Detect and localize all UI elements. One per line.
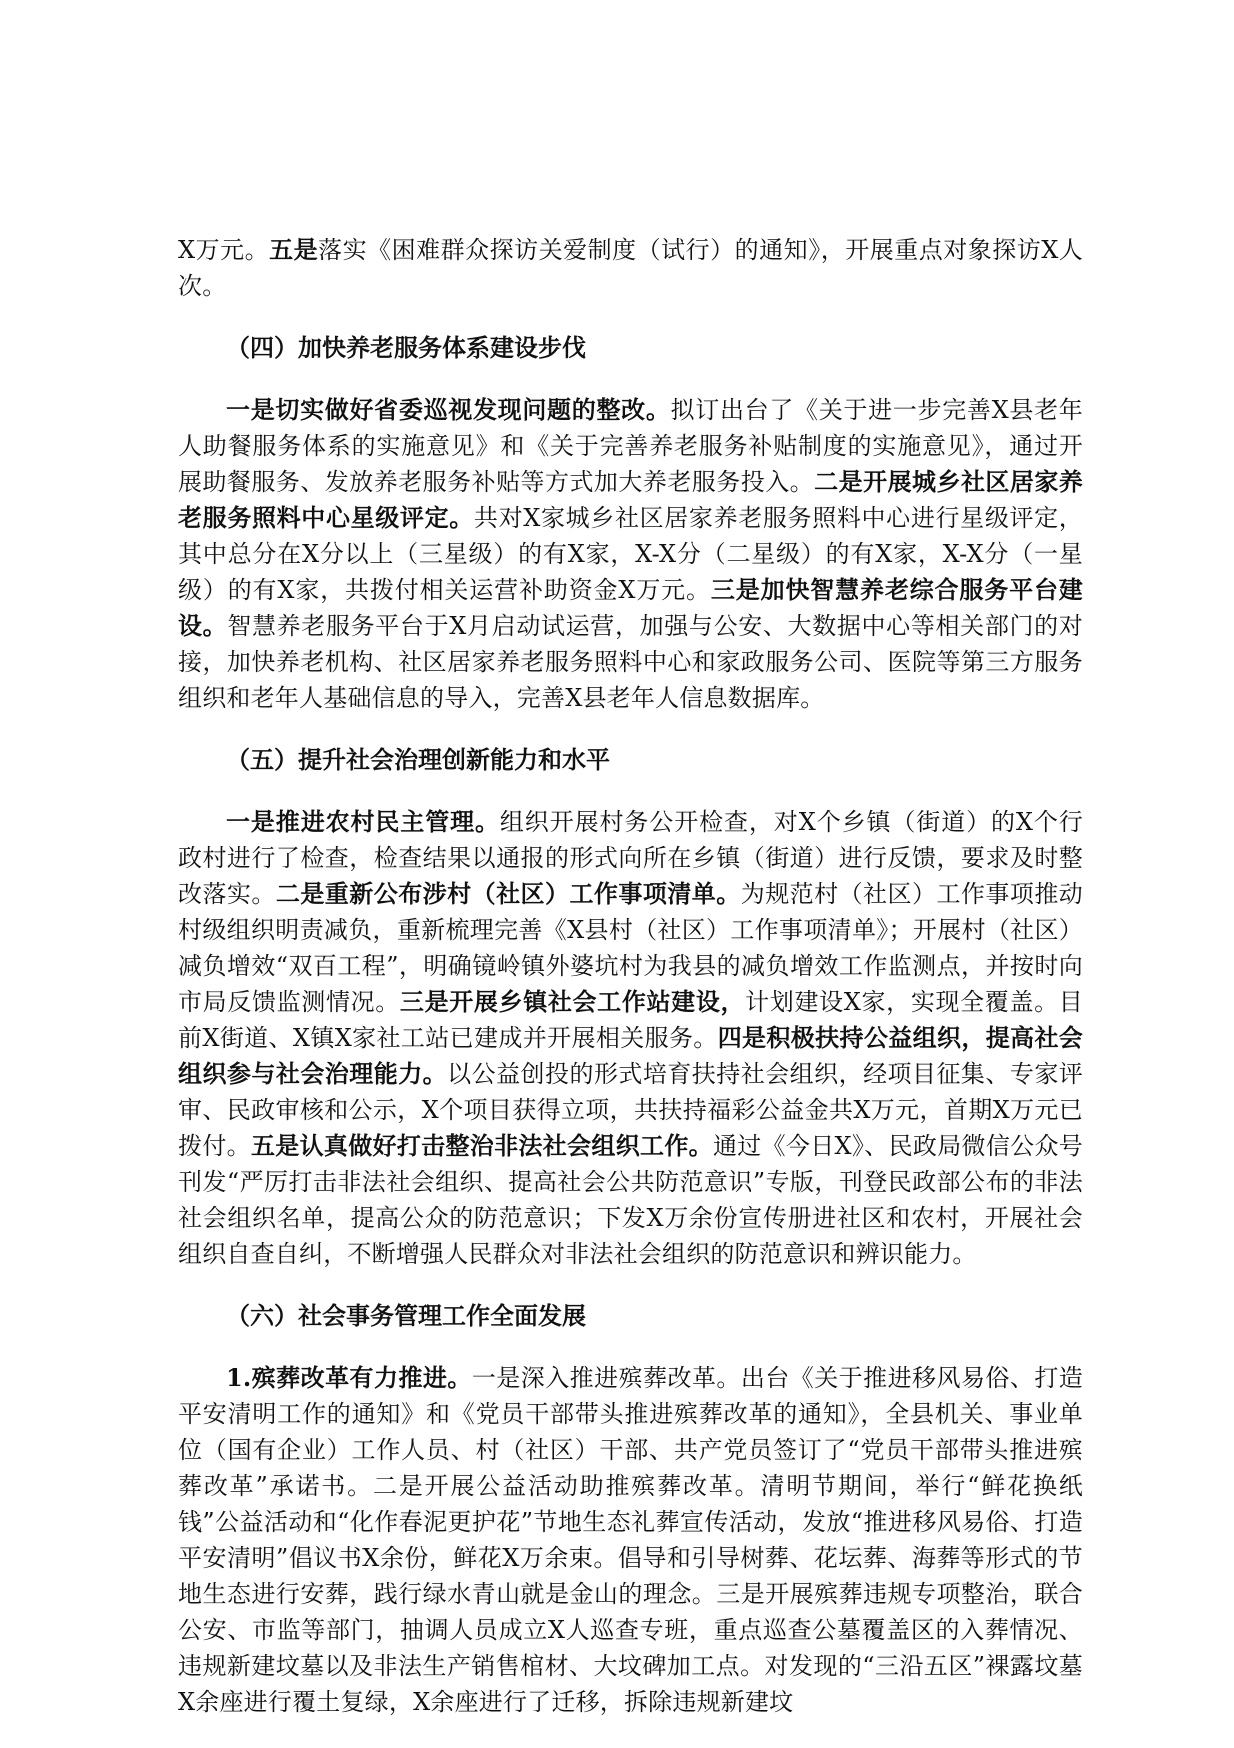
text-run: 通过《今日X》、民政局微信公众号刊发“严厉打击非法社会组织、提高社会公共防范意识”专版，刊登民政部公布的非法社会组织名单，提高公众的防范意识；下发X万余份宣传册进社区和农村，开展社会组织自查自纠，不断增强人民群众对非法社会组织的防范意识和辨识能力。 (178, 1132, 1083, 1268)
bold-lead: 三是加快智慧养老综合服务平台建设。 (178, 575, 1083, 640)
section-heading-4: （四）加快养老服务体系建设步伐 (226, 333, 586, 362)
bold-lead: 二是开展城乡社区居家养老服务照料中心星级评定。 (178, 467, 1084, 532)
bold-lead: 1.殡葬改革有力推进。 (226, 1363, 472, 1392)
paragraph-continuation (178, 232, 1083, 304)
text-run: 拟订出台了《关于进一步完善X县老年人助餐服务体系的实施意见》和《关于完善养老服务补贴制度的实施意见》，通过开展助餐服务、发放养老服务补贴等方式加大养老服务投入。 (178, 396, 1083, 496)
bold-lead: 一是切实做好省委巡视发现问题的整改。 (226, 395, 671, 424)
section-heading-6: （六）社会事务管理工作全面发展 (226, 1301, 586, 1330)
text-run: 共对X家城乡社区居家养老服务照料中心进行星级评定，其中总分在X分以上（三星级）的有X家，X-X分（二星级）的有X家，X-X分（一星级）的有X家，共拨付相关运营补助资金X万元。 (178, 504, 1083, 604)
text-run: 计划建设X家，实现全覆盖。目前X街道、X镇X家社工站已建成并开展相关服务。 (178, 988, 1083, 1052)
text-run: 落实《困难群众探访关爱制度（试行）的通知》，开展重点对象探访X人次。 (178, 236, 1084, 300)
paragraph-section-6 (178, 1360, 1083, 1720)
text-run: 一是深入推进殡葬改革。出台《关于推进移风易俗、打造平安清明工作的通知》和《党员干部带头推进殡葬改革的通知》，全县机关、事业单位（国有企业）工作人员、村（社区）干部、共产党员签订了“党员干部带头推进殡葬改革”承诺书。二是开展公益活动助推殡葬改革。清明节期间，举行“鲜花换纸钱”公益活动和“化作春泥更护花”节地生态礼葬宣传活动，发放“推进移风易俗、打造平安清明”倡议书X余份，鲜花X万余束。倡导和引导树葬、花坛葬、海葬等形式的节地生态进行安葬，践行绿水青山就是金山的理念。三是开展殡葬违规专项整治，联合公安、市监等部门，抽调人员成立X人巡查专班，重点巡查公墓覆盖区的入葬情况、违规新建坟墓以及非法生产销售棺材、大坟碑加工点。对发现的“三沿五区”裸露坟墓X余座进行覆土复绿，X余座进行了迁移，拆除违规新建坟 (178, 1364, 1083, 1716)
bold-lead: 二是重新公布涉村（社区）工作事项清单。 (275, 879, 741, 908)
bold-lead: 五是认真做好打击整治非法社会组织工作。 (250, 1131, 713, 1160)
text-run: X万元。 (178, 236, 270, 264)
bold-lead: 五是 (269, 235, 319, 264)
section-heading-5: （五）提升社会治理创新能力和水平 (226, 745, 610, 774)
bold-lead: 四是积极扶持公益组织，提高社会组织参与社会治理能力。 (178, 1023, 1084, 1088)
paragraph-section-5 (178, 804, 1083, 1272)
document-page (178, 232, 1083, 1720)
text-run: 智慧养老服务平台于X月启动试运营，加强与公安、大数据中心等相关部门的对接，加快养老机构、社区居家养老服务照料中心和家政服务公司、医院等第三方服务组织和老年人基础信息的导入，完善X县老年人信息数据库。 (178, 612, 1083, 712)
text-run: 为规范村（社区）工作事项推动村级组织明责减负，重新梳理完善《X县村（社区）工作事项清单》；开展村（社区）减负增效“双百工程”，明确镜岭镇外婆坑村为我县的减负增效工作监测点，并按时向市局反馈监测情况。 (178, 880, 1083, 1016)
bold-lead: 三是开展乡镇社会工作站建设， (399, 987, 746, 1016)
text-run: 以公益创投的形式培育扶持社会组织，经项目征集、专家评审、民政审核和公示，X个项目获得立项，共扶持福彩公益金共X万元，首期X万元已拨付。 (178, 1060, 1084, 1160)
bold-lead: 一是推进农村民主管理。 (226, 807, 500, 836)
text-run: 组织开展村务公开检查，对X个乡镇（街道）的X个行政村进行了检查，检查结果以通报的形式向所在乡镇（街道）进行反馈，要求及时整改落实。 (178, 808, 1083, 908)
paragraph-section-4 (178, 392, 1083, 716)
